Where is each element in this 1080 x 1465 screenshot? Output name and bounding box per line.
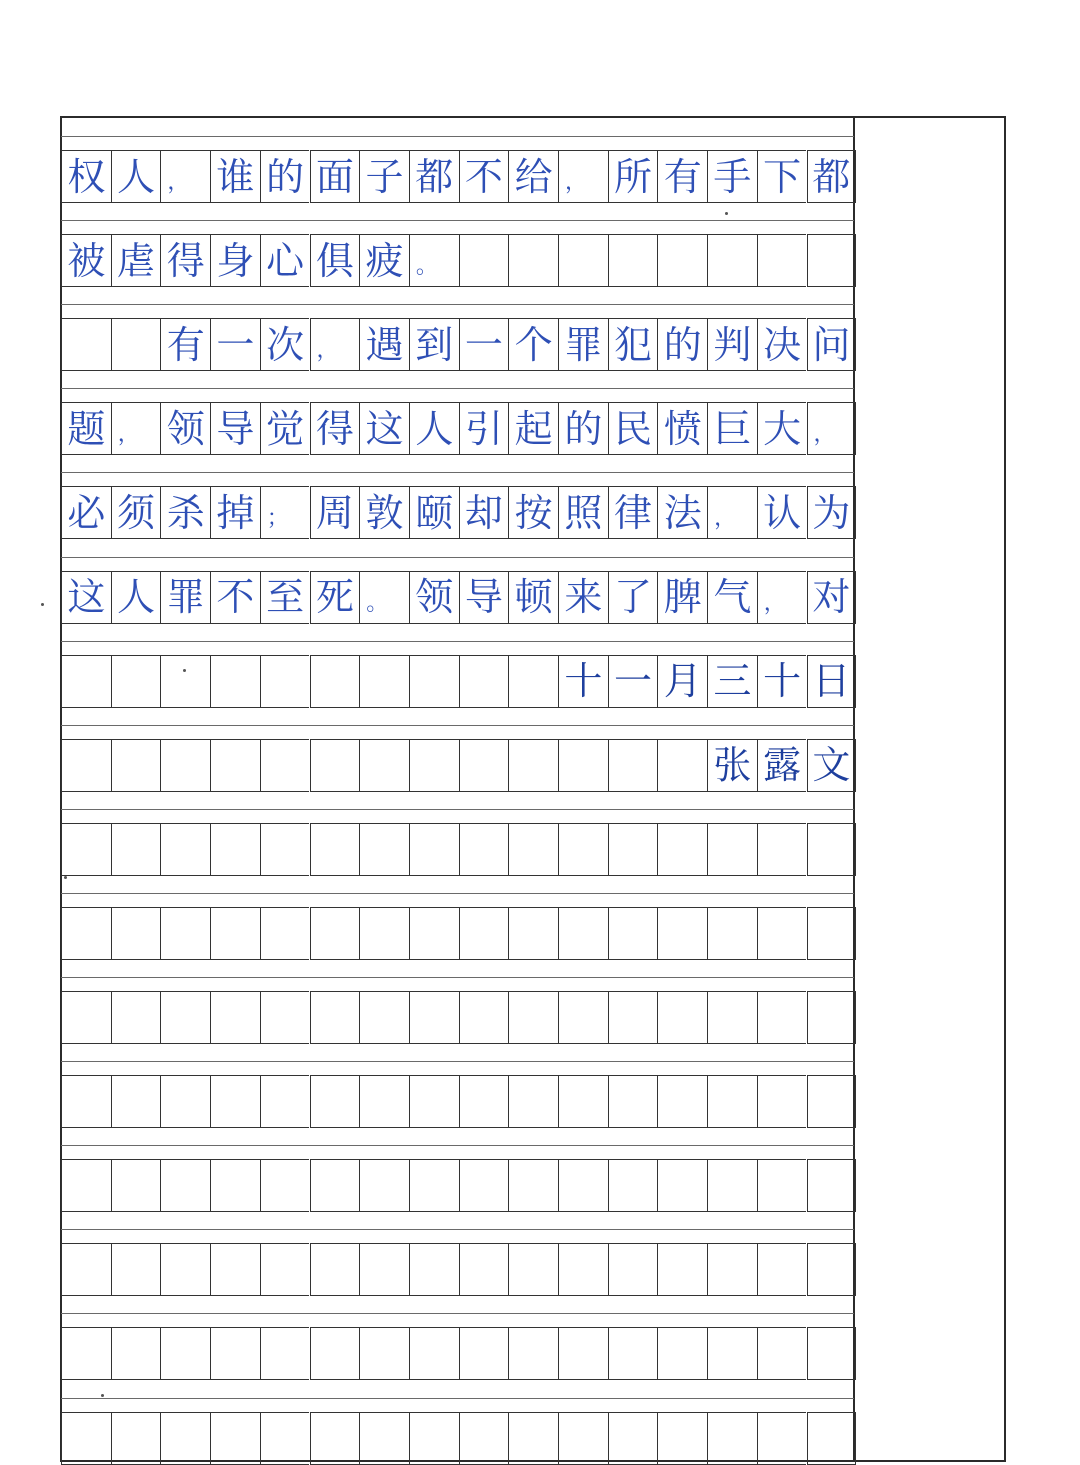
grid-cell bbox=[310, 739, 360, 792]
grid-character: 被 bbox=[61, 234, 111, 287]
grid-character: 不 bbox=[210, 571, 260, 624]
grid-character: 日 bbox=[807, 655, 857, 708]
grid-character: 的 bbox=[260, 150, 310, 203]
grid-cell bbox=[359, 823, 409, 876]
grid-character: 一 bbox=[210, 318, 260, 371]
grid-cell bbox=[807, 1075, 857, 1128]
grid-cell bbox=[310, 907, 360, 960]
grid-cell bbox=[657, 1075, 707, 1128]
grid-cell bbox=[508, 1327, 558, 1380]
grid-cell bbox=[707, 1075, 757, 1128]
grid-character: 到 bbox=[409, 318, 459, 371]
grid-character: 权 bbox=[61, 150, 111, 203]
grid-cell bbox=[160, 655, 210, 708]
grid-cell bbox=[61, 739, 111, 792]
ink-speck bbox=[101, 1394, 104, 1397]
grid-cell bbox=[160, 1243, 210, 1296]
grid-cell bbox=[508, 1243, 558, 1296]
grid-cell bbox=[657, 991, 707, 1044]
grid-character: 有 bbox=[160, 318, 210, 371]
grid-cell bbox=[61, 1243, 111, 1296]
grid-cell bbox=[160, 991, 210, 1044]
grid-character: ， bbox=[160, 150, 210, 203]
grid-character: 心 bbox=[260, 234, 310, 287]
grid-character: 法 bbox=[657, 486, 707, 539]
grid-cell bbox=[359, 1327, 409, 1380]
grid-character: 有 bbox=[657, 150, 707, 203]
grid-cell bbox=[558, 234, 608, 287]
grid-cell bbox=[757, 991, 807, 1044]
grid-cell bbox=[111, 907, 161, 960]
grid-cell bbox=[61, 318, 111, 371]
grid-character: 这 bbox=[61, 571, 111, 624]
grid-character: 引 bbox=[459, 402, 509, 455]
grid-character: ； bbox=[260, 486, 310, 539]
grid-cell bbox=[310, 1412, 360, 1465]
grid-character: 照 bbox=[558, 486, 608, 539]
grid-cell bbox=[310, 655, 360, 708]
grid-cell bbox=[558, 1412, 608, 1465]
grid-cell bbox=[508, 823, 558, 876]
grid-cell bbox=[807, 1243, 857, 1296]
grid-cell bbox=[359, 1159, 409, 1212]
grid-cell bbox=[558, 823, 608, 876]
grid-cell bbox=[260, 907, 310, 960]
grid-character: 一 bbox=[608, 655, 658, 708]
grid-cell bbox=[111, 318, 161, 371]
grid-cell bbox=[459, 991, 509, 1044]
grid-cell bbox=[359, 739, 409, 792]
row-gap-line bbox=[61, 809, 854, 810]
grid-cell bbox=[707, 823, 757, 876]
grid-cell bbox=[459, 1243, 509, 1296]
grid-character: 觉 bbox=[260, 402, 310, 455]
grid-character: 大 bbox=[757, 402, 807, 455]
grid-character: 按 bbox=[508, 486, 558, 539]
grid-cell bbox=[459, 234, 509, 287]
grid-character: ， bbox=[807, 402, 857, 455]
grid-cell bbox=[608, 991, 658, 1044]
grid-character: 导 bbox=[210, 402, 260, 455]
grid-character: 身 bbox=[210, 234, 260, 287]
grid-cell bbox=[409, 655, 459, 708]
grid-character: 周 bbox=[310, 486, 360, 539]
grid-character: 题 bbox=[61, 402, 111, 455]
grid-cell bbox=[210, 1243, 260, 1296]
grid-cell bbox=[61, 1075, 111, 1128]
grid-character: 下 bbox=[757, 150, 807, 203]
grid-character: 民 bbox=[608, 402, 658, 455]
grid-character: ， bbox=[707, 486, 757, 539]
grid-cell bbox=[111, 1327, 161, 1380]
grid-character: 三 bbox=[707, 655, 757, 708]
grid-cell bbox=[210, 1327, 260, 1380]
row-gap-line bbox=[61, 1229, 854, 1230]
grid-cell bbox=[310, 1159, 360, 1212]
grid-cell bbox=[807, 234, 857, 287]
grid-character: 十 bbox=[757, 655, 807, 708]
grid-cell bbox=[409, 1327, 459, 1380]
grid-cell bbox=[608, 1159, 658, 1212]
grid-character: 面 bbox=[310, 150, 360, 203]
grid-character: 来 bbox=[558, 571, 608, 624]
grid-cell bbox=[459, 1159, 509, 1212]
grid-character: 人 bbox=[111, 571, 161, 624]
grid-cell bbox=[558, 1327, 608, 1380]
grid-character: 谁 bbox=[210, 150, 260, 203]
grid-cell bbox=[657, 1412, 707, 1465]
grid-character: 文 bbox=[807, 739, 857, 792]
grid-cell bbox=[111, 1412, 161, 1465]
grid-character: 至 bbox=[260, 571, 310, 624]
grid-cell bbox=[409, 739, 459, 792]
row-gap-line bbox=[61, 641, 854, 642]
grid-character: 问 bbox=[807, 318, 857, 371]
grid-character: 愤 bbox=[657, 402, 707, 455]
grid-character: ， bbox=[111, 402, 161, 455]
grid-cell bbox=[160, 1075, 210, 1128]
grid-cell bbox=[111, 1075, 161, 1128]
grid-cell bbox=[310, 1327, 360, 1380]
grid-cell bbox=[508, 991, 558, 1044]
grid-cell bbox=[160, 1412, 210, 1465]
grid-character: 。 bbox=[409, 234, 459, 287]
row-gap-line bbox=[61, 1398, 854, 1399]
grid-cell bbox=[459, 907, 509, 960]
grid-character: 判 bbox=[707, 318, 757, 371]
grid-character: 所 bbox=[608, 150, 658, 203]
grid-cell bbox=[608, 234, 658, 287]
grid-cell bbox=[757, 823, 807, 876]
grid-character: 虐 bbox=[111, 234, 161, 287]
grid-cell bbox=[757, 1412, 807, 1465]
grid-character: 律 bbox=[608, 486, 658, 539]
grid-cell bbox=[359, 1075, 409, 1128]
grid-cell bbox=[260, 739, 310, 792]
grid-cell bbox=[757, 1243, 807, 1296]
grid-cell bbox=[657, 739, 707, 792]
grid-cell bbox=[210, 907, 260, 960]
grid-cell bbox=[111, 1243, 161, 1296]
grid-character: 遇 bbox=[359, 318, 409, 371]
grid-cell bbox=[707, 991, 757, 1044]
grid-cell bbox=[608, 1412, 658, 1465]
grid-cell bbox=[61, 991, 111, 1044]
grid-cell bbox=[260, 991, 310, 1044]
grid-character: 张 bbox=[707, 739, 757, 792]
grid-character: 的 bbox=[657, 318, 707, 371]
grid-cell bbox=[459, 1075, 509, 1128]
ink-speck bbox=[725, 212, 728, 215]
grid-cell bbox=[61, 907, 111, 960]
row-gap-line bbox=[61, 1061, 854, 1062]
grid-cell bbox=[807, 1159, 857, 1212]
grid-character: 领 bbox=[409, 571, 459, 624]
grid-cell bbox=[310, 823, 360, 876]
grid-character: 疲 bbox=[359, 234, 409, 287]
grid-cell bbox=[707, 907, 757, 960]
grid-cell bbox=[707, 1327, 757, 1380]
grid-cell bbox=[61, 1412, 111, 1465]
grid-character: 却 bbox=[459, 486, 509, 539]
grid-cell bbox=[260, 823, 310, 876]
grid-cell bbox=[359, 1412, 409, 1465]
grid-cell bbox=[657, 1327, 707, 1380]
grid-character: 。 bbox=[359, 571, 409, 624]
grid-cell bbox=[807, 907, 857, 960]
grid-character: 了 bbox=[608, 571, 658, 624]
grid-cell bbox=[260, 1412, 310, 1465]
grid-cell bbox=[160, 823, 210, 876]
grid-cell bbox=[409, 1159, 459, 1212]
grid-cell bbox=[409, 1412, 459, 1465]
grid-cell bbox=[409, 907, 459, 960]
grid-cell bbox=[210, 1159, 260, 1212]
row-gap-line bbox=[61, 220, 854, 221]
ink-speck bbox=[183, 669, 186, 672]
grid-cell bbox=[210, 1075, 260, 1128]
grid-cell bbox=[260, 1075, 310, 1128]
grid-character: 手 bbox=[707, 150, 757, 203]
grid-cell bbox=[707, 1159, 757, 1212]
grid-cell bbox=[210, 823, 260, 876]
grid-character: 给 bbox=[508, 150, 558, 203]
grid-character: 子 bbox=[359, 150, 409, 203]
grid-character: 次 bbox=[260, 318, 310, 371]
grid-character: 得 bbox=[160, 234, 210, 287]
grid-cell bbox=[111, 1159, 161, 1212]
grid-character: 死 bbox=[310, 571, 360, 624]
grid-cell bbox=[459, 655, 509, 708]
grid-cell bbox=[657, 823, 707, 876]
grid-cell bbox=[558, 739, 608, 792]
grid-cell bbox=[757, 1159, 807, 1212]
grid-cell bbox=[359, 1243, 409, 1296]
grid-cell bbox=[260, 1159, 310, 1212]
grid-cell bbox=[558, 1243, 608, 1296]
row-gap-line bbox=[61, 388, 854, 389]
grid-character: ， bbox=[757, 571, 807, 624]
grid-cell bbox=[558, 1159, 608, 1212]
grid-cell bbox=[61, 1159, 111, 1212]
grid-character: 罪 bbox=[558, 318, 608, 371]
grid-character: ， bbox=[558, 150, 608, 203]
grid-character: 须 bbox=[111, 486, 161, 539]
grid-cell bbox=[459, 1412, 509, 1465]
grid-character: 十 bbox=[558, 655, 608, 708]
grid-character: 月 bbox=[657, 655, 707, 708]
grid-cell bbox=[657, 1243, 707, 1296]
grid-cell bbox=[757, 234, 807, 287]
grid-cell bbox=[310, 991, 360, 1044]
grid-character: 犯 bbox=[608, 318, 658, 371]
grid-cell bbox=[608, 1243, 658, 1296]
row-gap-line bbox=[61, 725, 854, 726]
grid-character: 的 bbox=[558, 402, 608, 455]
grid-character: 罪 bbox=[160, 571, 210, 624]
grid-cell bbox=[409, 1075, 459, 1128]
grid-character: 必 bbox=[61, 486, 111, 539]
grid-cell bbox=[160, 907, 210, 960]
grid-character: 脾 bbox=[657, 571, 707, 624]
grid-character: 领 bbox=[160, 402, 210, 455]
grid-cell bbox=[707, 234, 757, 287]
grid-cell bbox=[160, 739, 210, 792]
grid-cell bbox=[608, 823, 658, 876]
grid-cell bbox=[111, 739, 161, 792]
grid-character: 露 bbox=[757, 739, 807, 792]
grid-cell bbox=[807, 1327, 857, 1380]
grid-cell bbox=[558, 991, 608, 1044]
grid-cell bbox=[111, 823, 161, 876]
grid-character: 个 bbox=[508, 318, 558, 371]
grid-cell bbox=[310, 1243, 360, 1296]
row-gap-line bbox=[61, 304, 854, 305]
grid-cell bbox=[111, 655, 161, 708]
row-gap-line bbox=[61, 557, 854, 558]
grid-cell bbox=[160, 1327, 210, 1380]
row-gap-line bbox=[61, 1145, 854, 1146]
row-gap-line bbox=[61, 977, 854, 978]
grid-cell bbox=[508, 234, 558, 287]
grid-character: 决 bbox=[757, 318, 807, 371]
grid-cell bbox=[657, 234, 707, 287]
ink-speck bbox=[41, 603, 44, 606]
grid-cell bbox=[459, 739, 509, 792]
grid-cell bbox=[61, 823, 111, 876]
grid-cell bbox=[210, 739, 260, 792]
grid-cell bbox=[508, 655, 558, 708]
grid-cell bbox=[260, 1327, 310, 1380]
grid-cell bbox=[558, 1075, 608, 1128]
grid-cell bbox=[111, 991, 161, 1044]
grid-cell bbox=[359, 907, 409, 960]
row-gap-line bbox=[61, 1313, 854, 1314]
grid-cell bbox=[508, 1159, 558, 1212]
grid-cell bbox=[608, 1327, 658, 1380]
row-gap-line bbox=[61, 472, 854, 473]
row-gap-line bbox=[61, 136, 854, 137]
grid-character: 颐 bbox=[409, 486, 459, 539]
grid-character: 一 bbox=[459, 318, 509, 371]
grid-character: 顿 bbox=[508, 571, 558, 624]
grid-character: 起 bbox=[508, 402, 558, 455]
grid-cell bbox=[707, 1412, 757, 1465]
grid-cell bbox=[61, 1327, 111, 1380]
grid-character: 得 bbox=[310, 402, 360, 455]
grid-cell bbox=[508, 907, 558, 960]
grid-cell bbox=[757, 907, 807, 960]
grid-character: 这 bbox=[359, 402, 409, 455]
grid-cell bbox=[210, 655, 260, 708]
grid-cell bbox=[359, 991, 409, 1044]
grid-cell bbox=[757, 1327, 807, 1380]
grid-cell bbox=[608, 1075, 658, 1128]
grid-cell bbox=[807, 991, 857, 1044]
grid-cell bbox=[508, 739, 558, 792]
grid-character: 对 bbox=[807, 571, 857, 624]
grid-cell bbox=[707, 1243, 757, 1296]
grid-character: 导 bbox=[459, 571, 509, 624]
grid-character: 都 bbox=[807, 150, 857, 203]
grid-cell bbox=[260, 1243, 310, 1296]
grid-cell bbox=[210, 1412, 260, 1465]
grid-cell bbox=[459, 823, 509, 876]
grid-cell bbox=[210, 991, 260, 1044]
grid-cell bbox=[807, 823, 857, 876]
grid-character: 巨 bbox=[707, 402, 757, 455]
grid-character: 人 bbox=[111, 150, 161, 203]
grid-character: 为 bbox=[807, 486, 857, 539]
grid-character: 气 bbox=[707, 571, 757, 624]
grid-cell bbox=[757, 1075, 807, 1128]
grid-cell bbox=[310, 1075, 360, 1128]
grid-cell bbox=[409, 1243, 459, 1296]
grid-cell bbox=[608, 739, 658, 792]
grid-character: 都 bbox=[409, 150, 459, 203]
grid-cell bbox=[508, 1075, 558, 1128]
row-gap-line bbox=[61, 893, 854, 894]
grid-cell bbox=[558, 907, 608, 960]
grid-cell bbox=[160, 1159, 210, 1212]
grid-cell bbox=[409, 823, 459, 876]
grid-cell bbox=[459, 1327, 509, 1380]
grid-character: 掉 bbox=[210, 486, 260, 539]
grid-cell bbox=[657, 1159, 707, 1212]
grid-cell bbox=[608, 907, 658, 960]
grid-cell bbox=[657, 907, 707, 960]
grid-character: 俱 bbox=[310, 234, 360, 287]
grid-character: 人 bbox=[409, 402, 459, 455]
grid-character: 不 bbox=[459, 150, 509, 203]
grid-cell bbox=[807, 1412, 857, 1465]
grid-character: 敦 bbox=[359, 486, 409, 539]
grid-cell bbox=[260, 655, 310, 708]
grid-character: 认 bbox=[757, 486, 807, 539]
ink-speck bbox=[64, 876, 67, 879]
grid-character: 杀 bbox=[160, 486, 210, 539]
grid-cell bbox=[508, 1412, 558, 1465]
grid-cell bbox=[61, 655, 111, 708]
grid-character: ， bbox=[310, 318, 360, 371]
grid-cell bbox=[359, 655, 409, 708]
grid-cell bbox=[409, 991, 459, 1044]
